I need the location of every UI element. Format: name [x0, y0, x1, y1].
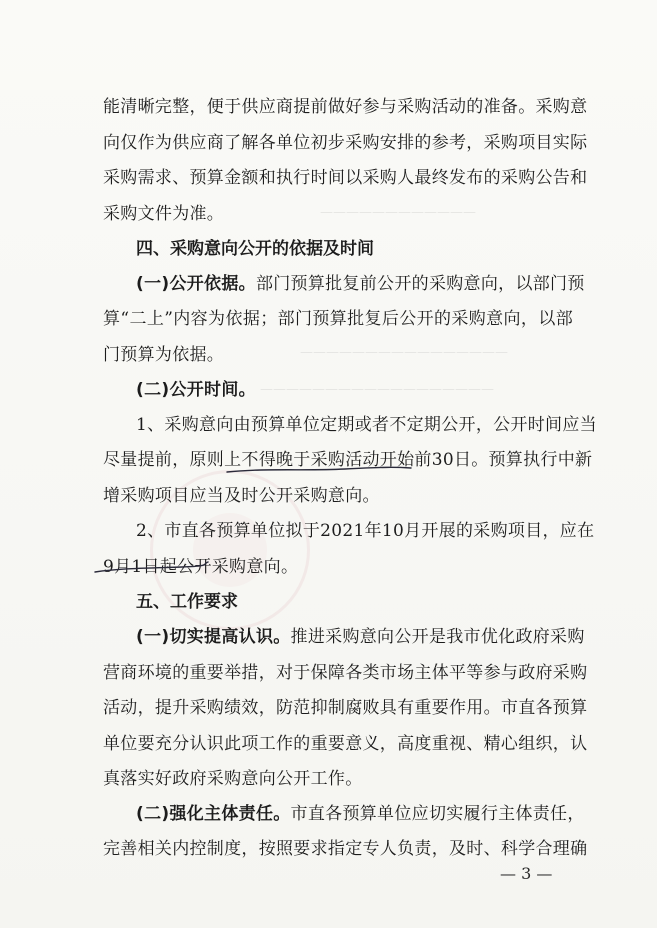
- subsection-label: (一)切实提高认识。: [136, 627, 291, 647]
- paragraph-text: 部门预算批复前公开的采购意向，以部门预: [255, 274, 585, 294]
- paragraph-line: 门预算为依据。: [103, 345, 225, 365]
- paragraph-text: 尽量提前，原则上: [103, 450, 242, 470]
- paragraph-line: 向仅作为供应商了解各单位初步采购安排的参考，采购项目实际: [103, 133, 588, 153]
- paragraph-line: 单位要充分认识此项工作的重要意义，高度重视、精心组织，认: [103, 734, 588, 754]
- paragraph-line: 采购需求、预算金额和执行时间以采购人最终发布的采购公告和: [103, 168, 588, 188]
- subsection-label: (一)公开依据。: [136, 274, 256, 294]
- paragraph-text: 推进采购意向公开是我市优化政府采购: [290, 627, 585, 647]
- paragraph-line: 活动，提升采购绩效，防范抑制腐败具有重要作用。市直各预算: [103, 698, 588, 718]
- paragraph-line: 采购文件为准。: [103, 204, 225, 224]
- paragraph-line: [136, 803, 585, 825]
- paragraph-line: 完善相关内控制度，按照要求指定专人负责，及时、科学合理确: [103, 839, 588, 859]
- paragraph-line: 营商环境的重要举措，对于保障各类市场主体平等参与政府采购: [103, 663, 588, 683]
- paragraph-line: 算“二上”内容为依据；部门预算批复后公开的采购意向，以部: [103, 309, 573, 329]
- bleed-through-text: ————————————: [320, 205, 476, 220]
- paragraph-line: 1、采购意向由预算单位定期或者不定期公开，公开时间应当: [136, 415, 597, 435]
- underlined-text: 不得晚于采购活动开始前: [241, 450, 432, 470]
- subsection-label: (二)公开时间。: [136, 380, 256, 400]
- paragraph-line: 增采购项目应当及时公开采购意向。: [103, 486, 380, 506]
- section-heading: 五、工作要求: [136, 592, 238, 612]
- subsection-label: (二)强化主体责任。: [136, 804, 291, 824]
- paragraph-text: 公开采购意向。: [177, 557, 299, 577]
- handwritten-underline: [225, 462, 415, 476]
- paragraph-line: 能清晰完整，便于供应商提前做好参与采购活动的准备。采购意: [103, 97, 588, 117]
- paragraph-line: [136, 626, 585, 648]
- paragraph-line: 真落实好政府采购意向公开工作。: [103, 769, 363, 789]
- paragraph-text: 市直各预算单位应切实履行主体责任，: [290, 804, 585, 824]
- page-number: — 3 —: [500, 864, 553, 883]
- bleed-through-text: ——————————————————: [260, 382, 494, 397]
- handwritten-underline: [92, 552, 212, 576]
- paragraph-text: 30日。预算执行中新: [431, 450, 593, 470]
- underlined-text: 9月1日起: [103, 557, 178, 577]
- paragraph-line: [136, 273, 585, 295]
- paragraph-line: 2、市直各预算单位拟于2021年10月开展的采购项目，应在: [136, 521, 595, 541]
- paragraph-line: [136, 379, 573, 401]
- section-heading: 四、采购意向公开的依据及时间: [136, 239, 374, 259]
- bleed-through-text: ————————————————: [300, 345, 508, 360]
